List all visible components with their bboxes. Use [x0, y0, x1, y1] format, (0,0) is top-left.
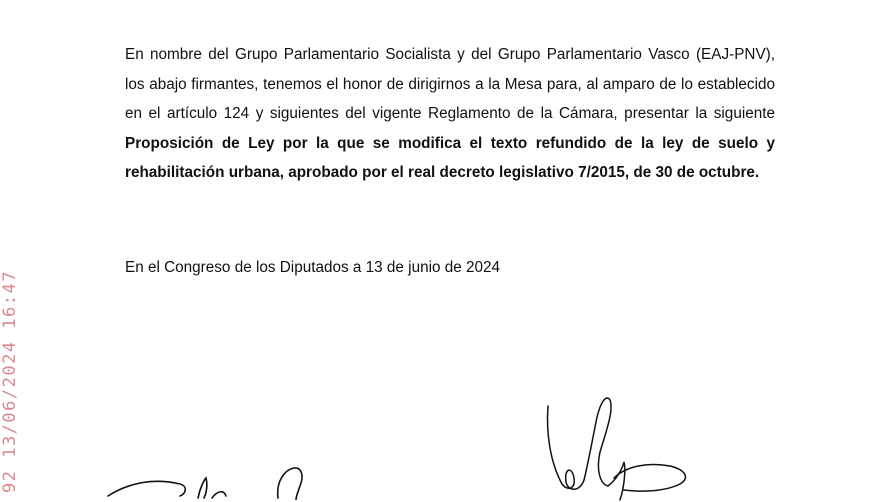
body-paragraph — [125, 40, 775, 188]
paragraph-bold-title: Proposición de Ley por la que se modifica el texto refundido de la ley de suelo y rehabilitación urbana, aprobado por el real decreto legislativo 7/2015, de 30 de octubre. — [125, 134, 775, 181]
signature-right — [540, 392, 700, 502]
paragraph-intro-text: En nombre del Grupo Parlamentario Socialista y del Grupo Parlamentario Vasco (EAJ-PNV), los abajo firmantes, tenemos el honor de dirigirnos a la Mesa para, al amparo de lo establecido en el artículo 124 y siguientes del vigente Reglamento de la Cámara, presentar la siguiente — [125, 46, 775, 122]
signature-left — [100, 460, 330, 500]
place-date-line: En el Congreso de los Diputados a 13 de junio de 2024 — [125, 259, 501, 276]
registry-stamp: 92 13/06/2024 16:47 — [0, 270, 20, 493]
